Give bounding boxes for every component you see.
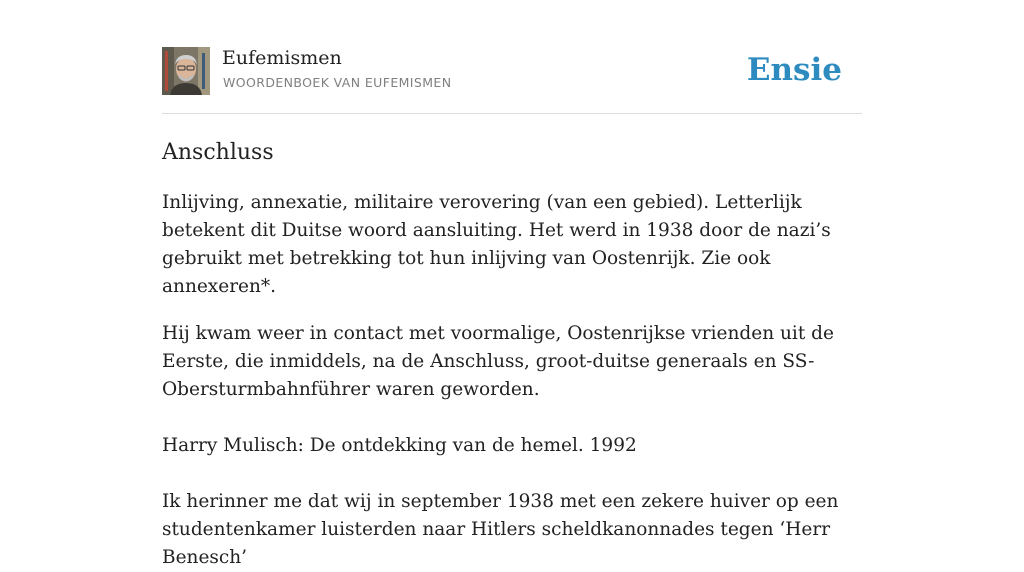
- quote-source: Harry Mulisch: De ontdekking van de hemel. 1992: [162, 435, 637, 456]
- dictionary-name[interactable]: WOORDENBOEK VAN EUFEMISMEN: [223, 75, 452, 90]
- header-divider: [162, 113, 862, 114]
- author-avatar[interactable]: [162, 47, 210, 95]
- author-portrait-icon: [162, 47, 210, 95]
- entry-quote-second: Ik herinner me dat wij in september 1938 met een zekere huiver op een studentenkamer luisterden naar Hitlers scheldkanonnades tegen ‘Herr Benesch’: [162, 491, 839, 568]
- author-name[interactable]: Eufemismen: [222, 47, 342, 69]
- entry-quote: Hij kwam weer in contact met voormalige, Oostenrijkse vrienden uit de Eerste, die inmiddels, na de Anschluss, groot-duitse generaals en SS-Obersturmbahnführer waren geworden.: [162, 323, 834, 400]
- ensie-logo[interactable]: Ensie: [746, 52, 842, 88]
- header: [162, 46, 862, 96]
- entry-definition: Inlijving, annexatie, militaire verovering (van een gebied). Letterlijk betekent dit Duitse woord aansluiting. Het werd in 1938 door de nazi’s gebruikt met betrekking tot hun inlijving van Oostenrijk. Zie ook annexeren*.: [162, 192, 831, 297]
- entry-term: Anschluss: [162, 140, 274, 165]
- entry-content: [162, 138, 862, 572]
